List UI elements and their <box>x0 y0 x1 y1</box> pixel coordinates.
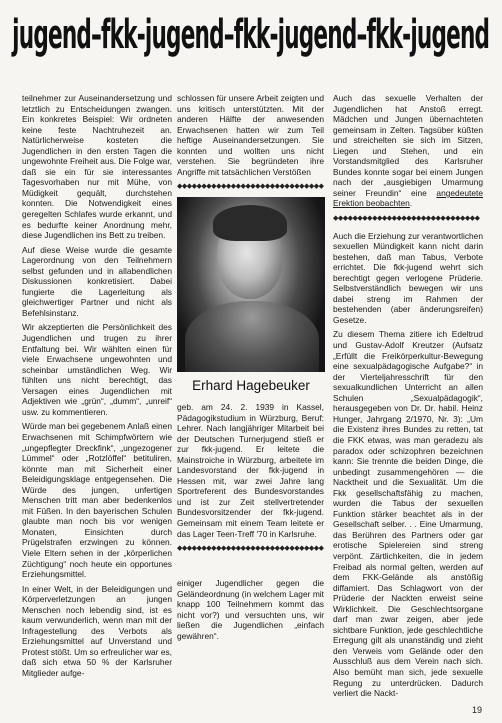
ornament-divider: ◆◆◆◆◆◆◆◆◆◆◆◆◆◆◆◆◆◆◆◆◆◆◆◆◆◆◆◆◆◆ <box>177 545 324 553</box>
paragraph: einiger Jugendlicher gegen die Geländeordnung (in welchem Lager mit knapp 100 Teilnehmern kommt das nicht vor?) und versuchten uns, wir ließen die Jugendlichen „einfach gewähren“. <box>177 578 324 641</box>
column-3 <box>333 93 483 703</box>
author-bio <box>177 402 324 561</box>
paragraph: Zu diesem Thema zitiere ich Edeltrud und Gustav-Adolf Kreutzer (Aufsatz „Erfüllt die Freikörperkultur-Bewegung eine sexualpädagogische Aufgabe?“ in der Vierteljahresschrift für den sexualkundlichen Unterricht an allen Schulen „Sexualpädagogik“, herausgegeben von Dr. Dr. habil. Heinz Hunger, Jahrgang 2/1970, Nr. 3): „Um die Existenz ihres Bundes zu retten, tat die FKK etwas, was man geradezu als paradox oder schizophren bezeichnen kann: Sie trennte die beiden Dinge, die unbedingt zusammengehören — die Nacktheit und die Sexualität. Um die Fkk gesellschaftsfähig zu machen, wurden die Tabus der sexuellen Funktion stärker beachtet als in der Gesellschaft selber. . . Eine Umarmung, das Berühren des Partners oder gar erotische Spielereien sind streng verpönt. Zärtlichkeiten, die in jedem Freibad als normal gelten, werden auf dem FKK-Gelände als anstößig diffamiert. Das Schlagwort von der Prüderie der Nackten erweist seine Wirklichkeit. Die Geschlechtsorgane darf man zwar zeigen, aber jede sichtbare Funktion, jede geschlechtliche Erregung gilt als unanständig und zieht den Verweis vom Gelände oder den Ausschluß aus dem Verein nach sich. Also bemüht man sich, jede sexuelle Regung zu unterdrücken. Dadurch verliert die Nackt- <box>333 329 483 699</box>
portrait-hair <box>213 205 287 241</box>
ornament-divider: ◆◆◆◆◆◆◆◆◆◆◆◆◆◆◆◆◆◆◆◆◆◆◆◆◆◆◆◆◆◆ <box>177 183 324 191</box>
paragraph: Auf diese Weise wurde die gesamte Lagerordnung von den Teilnehmern selbst gefunden und in allabendlichen Diskussionen konkretisiert. Dabei fungierte die Lagerleitung als gleichwertiger Partner und nicht als Befehlsinstanz. <box>22 244 172 318</box>
text-run: Auch das sexuelle Verhalten der Jugendlichen hat Anstoß erregt. Mädchen und Jungen übernachteten gemeinsam in Zelten. Tagsüber küßten und streichelten sie sich im Sitzen, Liegen und Stehen, und ein Vorstandsmitglied des Karlsruher Bundes konnte sogar bei einem Jungen nach der „ausgiebigen Umarmung seiner Freundin“ eine <box>333 93 483 198</box>
ornament-divider: ◆◆◆◆◆◆◆◆◆◆◆◆◆◆◆◆◆◆◆◆◆◆◆◆◆◆◆◆◆◆ <box>333 215 480 223</box>
column-2-bottom <box>177 578 324 645</box>
page-number: 19 <box>471 705 482 715</box>
section-banner <box>0 6 502 64</box>
paragraph: Auch die Erziehung zur verantwortlichen sexuellen Mündigkeit kann nicht darin bestehen, daß man Tabus, Verbote errichtet. Die fkk-jugend wehrt sich berechtigt gegen verlogene Prüderie. Selbstverständlich bewegen wir uns dabei streng im Rahmen der bestehenden (aber änderungsreifen) Gesetze. <box>333 230 483 325</box>
paragraph: teilnehmer zur Auseinandersetzung und letztlich zu Entscheidungen zwangen. Ein konkretes Beispiel: Wir ordneten keine feste Nachtruhezeit an. Natürlicherweise kosteten die Jugendlichen in den ersten Tagen die ungewohnte Freiheit aus. Die Folge war, daß sie ein für sie interessantes Tagesvorhaben nur mit Mühe, von Müdigkeit gequält, durchstehen konnten. Die Notwendigkeit eines geregelten Schlafes wurde erkannt, und es bedurfte keiner Anordnung mehr, diese Jugendlichen ins Bett zu treiben. <box>22 93 172 241</box>
column-1 <box>22 93 172 683</box>
paragraph: Würde man bei gegebenem Anlaß einen Erwachsenen mit Schimpfwörtern wie „ungepflegter Dreckfink“, „ungezogener Lümmel“ oder „Rotzlöffel“ betituliren, könnte man mit Sicherheit einer Beleidigungsklage entgegensehen. Die Würde des jungen, unfertigen Menschen tritt man aber bedenkenlos mit Füßen. In den bayerischen Schulen glaubte man noch bis vor wenigen Monaten, Einsichten durch Prügelstrafen erzwingen zu können. Viele Eltern sehen in der „körperlichen Züchtigung“ noch heute ein opportunes Erziehungsmittel. <box>22 421 172 580</box>
underlined-phrase: angedeutete Erektion beobachten <box>333 187 483 209</box>
author-portrait-photo <box>177 197 325 372</box>
banner-title: jugend–fkk-jugend–fkk-jugend–fkk-jugend <box>12 12 490 58</box>
paragraph: Wir akzeptierten die Persönlichkeit des Jugendlichen und trugen zu ihrer Entfaltung bei. Wir wählten einen für viele Erwachsene ungewohnten und scheinbar umständlichen Weg. Wir fühlten uns nicht berechtigt, das Versagen eines Jugendlichen mit Adjektiven wie „grün“, „dumm“, „unreif“ usw. zu kommentieren. <box>22 322 172 417</box>
bio-text: geb. am 24. 2. 1939 in Kassel, Pädagogikstudium in Würzburg, Beruf: Lehrer. Nach langjähriger Mitarbeit bei der Deutschen Turnerjugend stieß er zur fkk-jugend. Er leitete die Mainstroiche in Würzburg, arbeitete im Landesvorstand der fkk-jugend in Hessen mit, war zwei Jahre lang Sportreferent des Bundesvorstandes und ist zur Zeit stellvertretender Bundesvorsitzender der fkk-jugend. Gemeinsam mit einem Team leitete er das Lager Teen-Treff '70 in Karlsruhe. <box>177 402 324 539</box>
paragraph <box>333 93 483 209</box>
paragraph: In einer Welt, in der Beleidigungen und Körperverletzungen an jungen Menschen noch lebendig sind, ist es kaum verwunderlich, wenn man mit der Infragestellung des Verbots als Erziehungsmittel auf Unverstand und Protest stößt. Um so erfreulicher war es, daß sich etwa 50 % der Karlsruher Mitglieder aufge- <box>22 583 172 678</box>
portrait-shoulders <box>185 301 319 372</box>
text-run: . <box>409 198 413 209</box>
column-2-top <box>177 93 324 199</box>
paragraph: schlossen für unsere Arbeit zeigten und uns kritisch unterstützten. Mit der anderen Hälfte der anwesenden Erwachsenen hatten wir zum Teil heftige Auseinandersetzungen. Sie konnten und wollten uns nicht verstehen. Sie begründeten ihre Angriffe mit tatsächlichen Verstößen <box>177 93 324 177</box>
photo-caption: Erhard Hagebeuker <box>192 378 310 393</box>
